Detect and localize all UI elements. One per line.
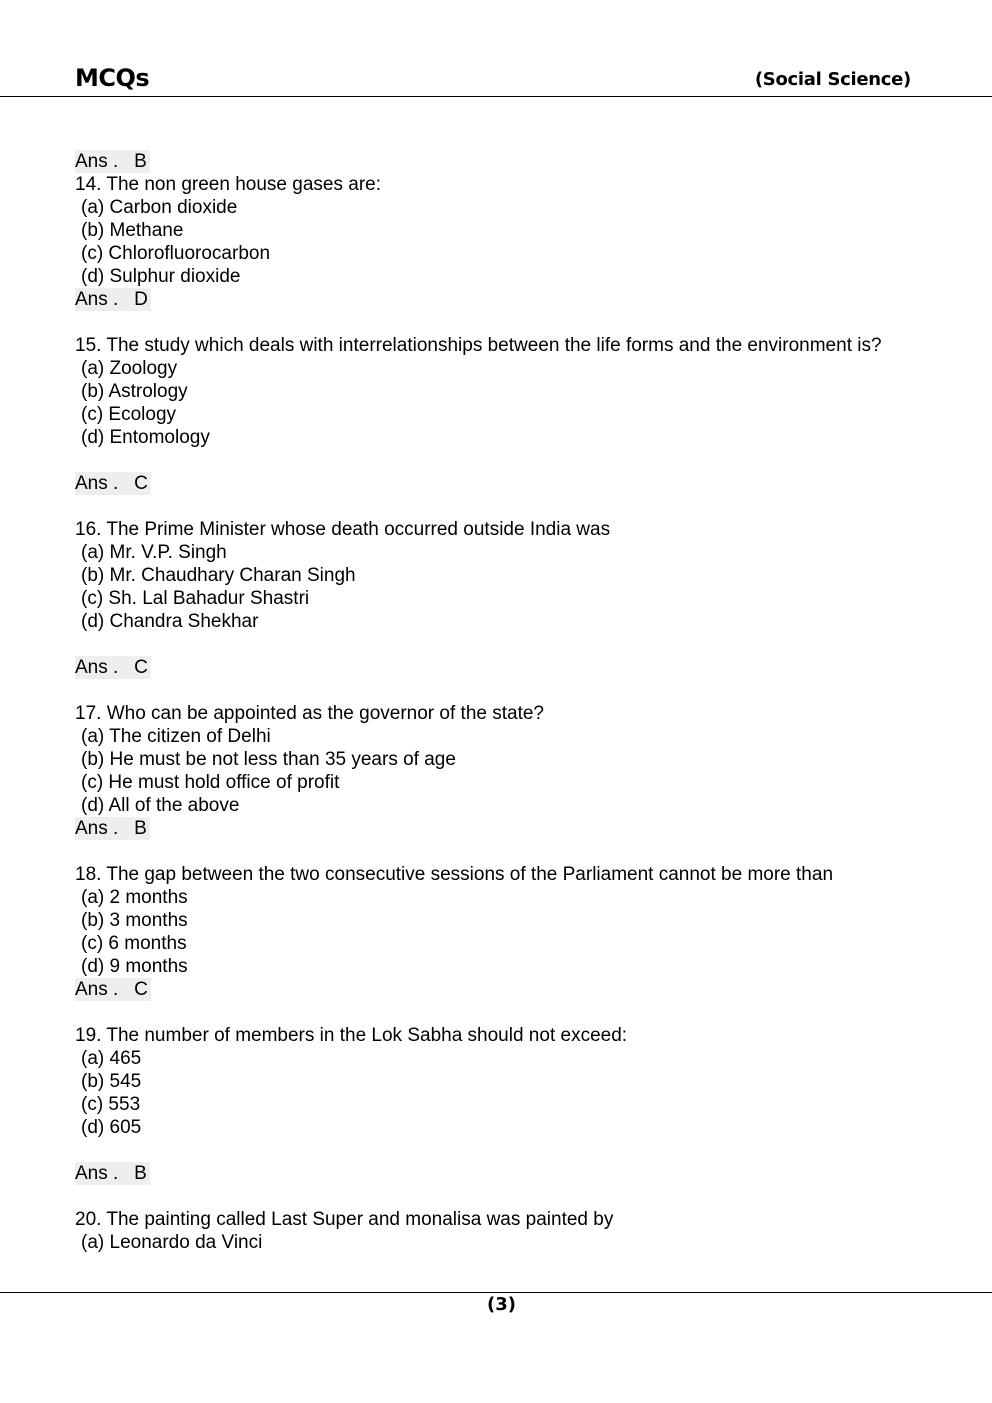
answer-value: D	[134, 289, 148, 310]
option-item: (d) Chandra Shekhar	[81, 611, 259, 632]
question-block	[75, 1208, 955, 1254]
question-block	[75, 173, 955, 311]
answer-prefix: Ans .	[75, 818, 135, 839]
question-list	[75, 150, 955, 1254]
answer-value: B	[134, 818, 147, 839]
answer-prefix: Ans .	[75, 1163, 135, 1184]
answer-value: C	[134, 979, 148, 1000]
option-item: (a) The citizen of Delhi	[81, 726, 271, 747]
option-item: (d) Entomology	[81, 427, 210, 448]
answer-line	[75, 978, 955, 1001]
question-text: 16. The Prime Minister whose death occurred outside India was	[75, 519, 611, 540]
option-item: (d) 9 months	[81, 956, 188, 977]
option-item: (c) 553	[81, 1094, 141, 1115]
question-text: 19. The number of members in the Lok Sabha should not exceed:	[75, 1025, 628, 1046]
question-text: 15. The study which deals with interrelationships between the life forms and the environment is?	[75, 335, 882, 356]
question-text: 14. The non green house gases are:	[75, 174, 381, 195]
question-block	[75, 1024, 955, 1185]
question-text: 18. The gap between the two consecutive sessions of the Parliament cannot be more than	[75, 864, 834, 885]
option-item: (d) 605	[81, 1117, 142, 1138]
option-item: (b) 545	[81, 1071, 142, 1092]
option-item: (a) 2 months	[81, 887, 188, 908]
option-item: (c) Ecology	[81, 404, 177, 425]
answer-value: C	[134, 473, 148, 494]
answer-value: C	[134, 657, 148, 678]
question-block	[75, 702, 955, 840]
answer-prefix: Ans .	[75, 657, 135, 678]
option-item: (c) 6 months	[81, 933, 187, 954]
option-item: (b) Astrology	[81, 381, 188, 402]
answer-line	[75, 150, 955, 173]
option-item: (a) Zoology	[81, 358, 178, 379]
option-item: (d) All of the above	[81, 795, 240, 816]
header-divider	[0, 96, 992, 97]
answer-value: B	[134, 1163, 147, 1184]
option-item: (a) 465	[81, 1048, 142, 1069]
answer-line	[75, 472, 955, 495]
answer-prefix: Ans .	[75, 979, 135, 1000]
question-text: 20. The painting called Last Super and monalisa was painted by	[75, 1209, 614, 1230]
subject-label: (Social Science)	[754, 69, 911, 90]
option-item: (b) 3 months	[81, 910, 188, 931]
answer-line	[75, 656, 955, 679]
option-item: (a) Carbon dioxide	[81, 197, 238, 218]
option-item: (b) Methane	[81, 220, 184, 241]
question-block	[75, 518, 955, 679]
answer-value: B	[134, 151, 147, 172]
option-item: (c) Sh. Lal Bahadur Shastri	[81, 588, 310, 609]
option-item: (c) He must hold office of profit	[81, 772, 340, 793]
answer-prefix: Ans .	[75, 289, 135, 310]
option-item: (a) Mr. V.P. Singh	[81, 542, 227, 563]
option-item: (b) He must be not less than 35 years of age	[81, 749, 456, 770]
question-text: 17. Who can be appointed as the governor of the state?	[75, 703, 544, 724]
answer-line	[75, 817, 955, 840]
option-item: (d) Sulphur dioxide	[81, 266, 241, 287]
answer-line	[75, 1162, 955, 1185]
answer-prefix: Ans .	[75, 151, 135, 172]
question-block	[75, 334, 955, 495]
option-item: (c) Chlorofluorocarbon	[81, 243, 271, 264]
option-item: (b) Mr. Chaudhary Charan Singh	[81, 565, 356, 586]
answer-line	[75, 288, 955, 311]
page-number: (3)	[487, 1294, 516, 1315]
option-item: (a) Leonardo da Vinci	[81, 1232, 263, 1253]
question-block	[75, 863, 955, 1001]
answer-prefix: Ans .	[75, 473, 135, 494]
document-title: MCQs	[75, 64, 150, 92]
